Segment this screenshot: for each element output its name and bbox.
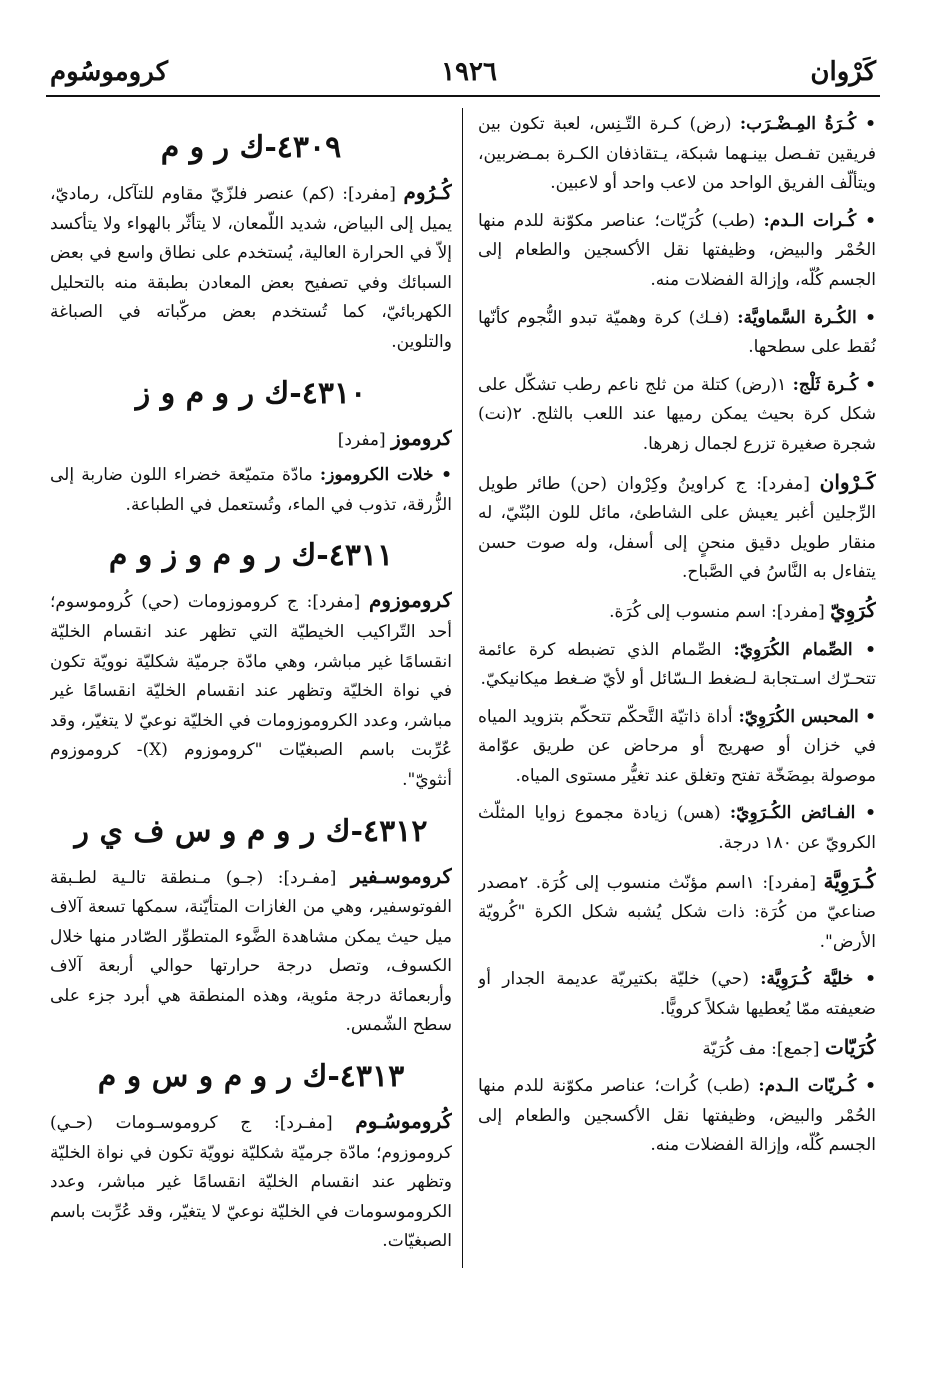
root-section-heading: ٤٣١١-ك ر و م و ز و م — [108, 538, 394, 574]
root-section-heading: ٤٣١٣-ك ر و م و س و م — [97, 1059, 405, 1095]
entry-definition: الصِّمام الذي تضبطه كرة عائمة تتحـرّك اسـتجابة لـضغط الـسّائل أو لأيّ ضـغط ميكانيكيّ. — [478, 639, 876, 690]
sub-entry — [478, 371, 876, 460]
entry-definition: [مفرد]: (كم) عنصر فلزّيّ مقاوم للتآكل، رماديّ، يميل إلى البياض، شديد اللّمعان، لا يتأثّر بالهواء ولا يتأكسد إلاّ في الحرارة العالية، يُستخدم على نطاق واسع في بعض السبائك وفي تصفيح بعض المعادن بطبقة منه بالتحليل الكهربائيّ، كما تُستخدم بعض مركّباته في الصباغة والتلوين. — [50, 184, 452, 352]
page-number: ١٩٢٦ — [441, 57, 497, 87]
dictionary-entry — [50, 586, 452, 795]
entry-definition: [مفـرد]: ج كروموسـومات (حـي) كروموزوم؛ مادّة جرميّة شكليّة نوويّة تكون في نواة الخليّة وتظهر عند انقسام الخليّة انقسامًا غير مباشر، وعدد الكروموسومات في الخليّة نوعيّ لا يتغيّر، وقد عُرِّبت باسم الصبغيّات. — [50, 1113, 452, 1252]
entry-definition: (طب) كُرات؛ عناصر مكوّنة للدم منها الحُمْر والبيض، وظيفتها نقل الأكسجين والطعام إلى الجسم كُلّه، وإزالة الفضلات منه. — [478, 1076, 876, 1156]
dictionary-entry — [50, 178, 452, 358]
header-guide-word-left: كروموسُوم — [50, 57, 168, 87]
sub-entry-term: • المحبس الكُرَوِيّ: — [738, 706, 876, 727]
dictionary-entry — [478, 468, 876, 588]
dictionary-entry — [478, 867, 876, 958]
entry-headword: كروموسـفير — [350, 863, 452, 888]
sub-entry — [478, 965, 876, 1024]
entry-definition: ١(رض) كتلة من ثلج ناعم رطب تشكّل على شكل كرة بحيث يمكن رميها عند اللعب بالثلج. ٢(نت) شجرة صغيرة تزرع لجمال زهرها. — [478, 374, 876, 454]
root-section-heading: ٤٣٠٩-ك ر و م — [160, 130, 342, 165]
entry-definition: [مفرد]: اسم منسوب إلى كُرَة. — [609, 601, 831, 622]
entry-definition: [مفرد] — [337, 429, 392, 450]
entry-definition: [مفرد]: ١اسم مؤنّث منسوب إلى كُرَة. ٢مصدر صناعيّ من كُرَة: ذات شكل يُشبه شكل الكرة "كُرويّة الأرض". — [478, 872, 876, 952]
dictionary-entry — [478, 596, 876, 628]
entry-headword: كَـرْوان — [819, 469, 876, 494]
root-section-heading: ٤٣١٢-ك ر و م و س ف ي ر — [74, 813, 428, 849]
sub-entry-term: • خليَّة كُـرَوِيَّة: — [760, 969, 876, 990]
dictionary-entry — [50, 862, 452, 1042]
sub-entry — [478, 636, 876, 695]
sub-entry-term: • كُـرات الـدم: — [763, 210, 876, 231]
sub-entry-term: • كُـريّات الـدم: — [758, 1076, 876, 1097]
sub-entry — [50, 461, 452, 520]
entry-headword: كروموزوم — [369, 588, 452, 613]
entry-definition: (طب) كُرَيّات؛ عناصر مكوّنة للدم منها الحُمْر والبيض، وظيفتها نقل الأكسجين والطعام إلى الجسم كُلّه، وإزالة الفضلات منه. — [478, 210, 876, 290]
entry-headword: كُروموسُـوم — [355, 1109, 452, 1134]
column-divider — [462, 108, 463, 1268]
entry-definition: [مفرد]: ج كروموزومات (حي) كُروموسوم؛ أحد التّراكيب الخيطيّة التي تظهر عند انقسام الخليّة انقسامًا غير مباشر، وهي مادّة جرميّة شكليّة نوويّة تكون في نواة الخليّة وتظهر عند انقسام الخليّة انقسامًا غير مباشر، وعدد الكروموزومات في الخليّة نوعيّ لا يتغيّر، وقد عُرِّبت باسم الصبغيّات "كروموزوم (X)- كروموزوم أنثويّ". — [50, 592, 452, 790]
left-column — [50, 110, 452, 1270]
entry-headword: كُـرَوِيَّة — [823, 868, 876, 893]
dictionary-entry — [478, 1033, 876, 1065]
entry-definition: [مفرد]: ج كراوينُ وكِرْوان (حن) طائر طويل الرِّجلين أغبر يعيش على الشاطئ، مائل للون البُنّيّ، له منقار طويل دقيق منحنٍ إلى أسفل، وله صوت حسن يتفاءل به النَّاسُ في الصَّباح. — [478, 473, 876, 583]
sub-entry-term: • الفـائض الكُـرَوِيّ: — [729, 803, 876, 824]
entry-definition: (رض) كـرة التّـنِس، لعبة تكون بين فريقين تفـصل بينـهما شبكة، يـتقاذفان الكـرة بمـضربين، ويتألّف الفريق الواحد من لاعب واحد أو لاعبين. — [478, 114, 876, 194]
header-rule — [46, 95, 880, 97]
entry-definition: [مفـرد]: (جـو) مـنطقة تالـية لطـبقة الفوتوسفير، وهي من الغازات المتأيّنة، سمكها تسعة آلاف ميل حيث يمكن مشاهدة الضَّوء المتطوِّر الصّادر منها خلال الكسوف، وتصل درجة حرارتها حوالي أربعة آلاف وأربعمائة درجة مئوية، وهذه المنطقة هي أبرد جزء على سطح الشّمس. — [50, 867, 452, 1036]
entry-definition: [جمع]: مف كُرَيّة — [702, 1038, 825, 1059]
dictionary-entry — [50, 1107, 452, 1257]
entry-definition: (فـك) كرة وهميّة تبدو النُّجوم كأنّها نُقط على سطحها. — [478, 307, 876, 358]
sub-entry — [478, 1072, 876, 1161]
entry-definition: (هس) زيادة مجموع زوايا المثلّث الكرويّ عن ١٨٠ درجة. — [478, 803, 876, 854]
dictionary-entry — [50, 424, 452, 456]
sub-entry-term: • كُـرة ثَلْج: — [792, 374, 876, 395]
right-column — [478, 110, 876, 1270]
sub-entry-term: • الكُـرة السَّماويَّة: — [737, 307, 876, 328]
sub-entry-term: • الصِّمام الكُرَوِيّ: — [733, 639, 876, 660]
entry-headword: كُرَيّات — [824, 1034, 876, 1059]
sub-entry-term: • خلات الكروموز: — [319, 465, 452, 486]
entry-definition: أداة ذاتيّة التَّحكّم تتحكّم بتزويد المياه في خزان أو صهريج أو مرحاض عن طريق عوّامة موصولة بمِضَخّة تفتح وتغلق عند تغيُّر مستوى المياه. — [478, 706, 876, 786]
entry-definition: (حي) خليّة بكتيريّة عديمة الجدار أو ضعيفته ممّا يُعطيها شكلاً كرويًّا. — [478, 969, 876, 1020]
sub-entry — [478, 304, 876, 363]
entry-headword: كروموز — [391, 425, 452, 450]
header-guide-word-right: كَرْوان — [810, 57, 876, 87]
sub-entry-term: • كُـرَةُ المِـضْـرَب: — [739, 114, 876, 134]
entry-headword: كُرَوِيّ — [830, 597, 876, 622]
entry-definition: مادّة متميّعة خضراء اللون ضاربة إلى الزُّرقة، تذوب في الماء، وتُستعمل في الطباعة. — [50, 465, 452, 515]
sub-entry — [478, 207, 876, 296]
sub-entry — [478, 110, 876, 199]
entry-headword: كُـرُوم — [403, 180, 452, 204]
sub-entry — [478, 703, 876, 792]
root-section-heading: ٤٣١٠-ك ر و م و ز — [135, 375, 367, 411]
sub-entry — [478, 799, 876, 858]
